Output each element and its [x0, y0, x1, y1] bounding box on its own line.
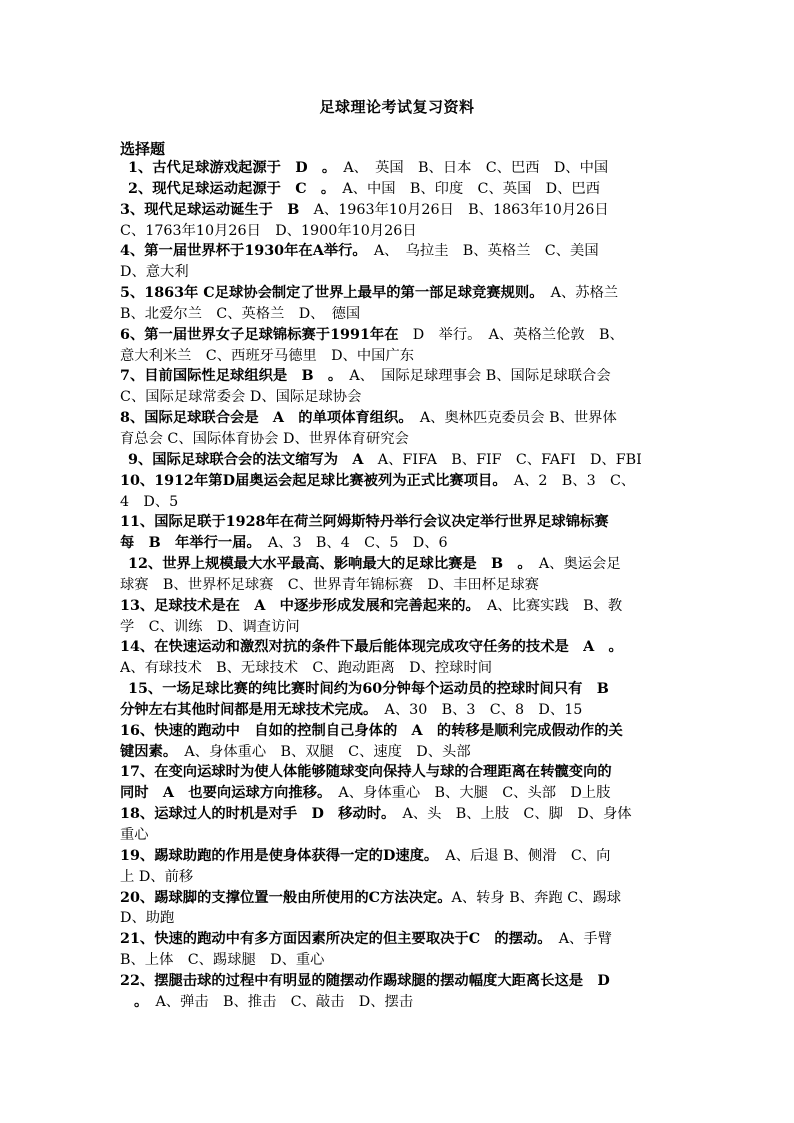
- answer-options: 4 D、5: [120, 493, 179, 510]
- question-line: [120, 700, 680, 721]
- answer-options: A、身体重心 B、双腿 C、速度 D、头部: [170, 743, 471, 760]
- question-line: [120, 846, 680, 867]
- question-text: 。: [134, 993, 142, 1010]
- question-text: 1、古代足球游戏起源于 D 。: [128, 160, 330, 176]
- answer-options: A、转身 B、奔跑 C、踢球: [451, 889, 622, 906]
- question-text: 22、摆腿击球的过程中有明显的随摆动作踢球腿的摆动幅度大距离长这是 D: [120, 972, 610, 989]
- page-title: 足球理论考试复习资料: [319, 98, 475, 116]
- question-text: 5、1863年 C足球协会制定了世界上最早的第一部足球竞赛规则。: [120, 285, 537, 302]
- answer-options: A、苏格兰: [536, 285, 619, 302]
- question-line: [120, 450, 680, 471]
- answer-options: A、奥运会足: [524, 556, 621, 573]
- question-line: [120, 158, 680, 179]
- question-text: 18、运球过人的时机是对手 D 移动时。: [120, 806, 389, 823]
- question-line: [120, 325, 680, 346]
- question-text: 9、国际足球联合会的法文缩写为 A: [128, 451, 364, 468]
- question-line: [120, 533, 680, 554]
- question-text: 11、国际足联于1928年在荷兰阿姆斯特丹举行会议决定举行世界足球锦标赛: [120, 514, 609, 531]
- question-line: [120, 387, 680, 408]
- question-text: 3、现代足球运动诞生于 B: [120, 201, 300, 218]
- answer-options: A、1963年10月26日 B、1863年10月26日: [299, 201, 609, 218]
- answer-options: 重心: [120, 827, 149, 843]
- answer-options: A、身体重心 B、大腿 C、头部 D上肢: [324, 785, 611, 802]
- answer-options: C、国际足球常委会 D、国际足球协会: [120, 389, 362, 406]
- answer-options: A、 乌拉圭 B、英格兰 C、美国: [359, 243, 599, 260]
- question-text: 20、踢球脚的支撑位置一般由所使用的C方法决定。: [120, 889, 452, 906]
- question-line: [120, 179, 680, 200]
- answer-options: A、手臂: [544, 931, 612, 948]
- question-text: 7、目前国际性足球组织是 B 。: [120, 368, 336, 385]
- answer-options: 育总会 C、国际体育协会 D、世界体育研究会: [120, 430, 409, 447]
- answer-options: 球赛 B、世界杯足球赛 C、世界青年锦标赛 D、丰田杯足球赛: [120, 576, 539, 593]
- question-line: [120, 241, 680, 262]
- answer-options: A、2 B、3 C、: [499, 472, 636, 489]
- answer-options: A、中国 B、印度 C、英国 D、巴西: [328, 180, 601, 197]
- answer-options: A、奥林匹克委员会 B、世界体: [405, 410, 617, 427]
- question-line: [120, 637, 680, 658]
- question-line: [120, 804, 680, 825]
- question-line: [120, 575, 680, 596]
- question-line: [120, 658, 680, 679]
- question-text: 同时 A 也要向运球方向推移。: [120, 785, 325, 802]
- question-text: 2、现代足球运动起源于 C 。: [128, 180, 329, 197]
- question-text: 14、在快速运动和激烈对抗的条件下最后能体现完成攻守任务的技术是 A 。: [120, 639, 623, 656]
- question-line: [120, 346, 680, 367]
- question-line: [120, 888, 680, 909]
- question-line: [120, 366, 680, 387]
- question-list: [120, 158, 680, 1013]
- question-line: [120, 471, 680, 492]
- answer-options: A、头 B、上肢 C、脚 D、身体: [388, 806, 632, 823]
- question-line: [120, 742, 680, 763]
- answer-options: 意大利米兰 C、西班牙马德里 D、中国广东: [120, 347, 415, 364]
- question-line: [120, 992, 680, 1013]
- question-line: [120, 908, 680, 929]
- question-line: [120, 512, 680, 533]
- answer-options: B、上体 C、踢球腿 D、重心: [120, 952, 325, 969]
- answer-options: D、意大利: [120, 264, 189, 281]
- answer-options: A、FIFA B、FIF C、FAFI D、FBI: [363, 451, 642, 468]
- question-line: [120, 221, 680, 242]
- answer-options: A、有球技术 B、无球技术 C、跑动距离 D、控球时间: [120, 660, 493, 677]
- question-line: [120, 283, 680, 304]
- question-text: 13、足球技术是在 A 中逐步形成发展和完善起来的。: [120, 597, 473, 614]
- question-line: [120, 783, 680, 804]
- question-text: 6、第一届世界女子足球锦标赛于1991年在: [120, 326, 399, 343]
- question-line: [120, 304, 680, 325]
- answer-options: D、助跑: [120, 910, 175, 927]
- question-text: 15、一场足球比赛的纯比赛时间约为60分钟每个运动员的控球时间只有 B: [128, 681, 609, 698]
- answer-options: D 举行。 A、英格兰伦敦 B、: [398, 326, 624, 343]
- question-line: [120, 867, 680, 888]
- question-line: [120, 721, 680, 742]
- question-line: [120, 408, 680, 429]
- question-text: 分钟左右其他时间都是用无球技术完成。: [120, 701, 371, 718]
- question-text: 17、在变向运球时为使人体能够随球变向保持人与球的合理距离在转髋变向的: [120, 764, 612, 781]
- question-line: [120, 596, 680, 617]
- question-text: 每 B 年举行一届。: [120, 535, 254, 552]
- answer-options: A、 英国 B、日本 C、巴西 D、中国: [329, 160, 609, 176]
- question-text: 12、世界上规模最大水平最高、影响最大的足球比赛是 B 。: [128, 556, 525, 573]
- answer-options: A、30 B、3 C、8 D、15: [370, 701, 583, 718]
- answer-options: B、北爱尔兰 C、英格兰 D、 德国: [120, 305, 361, 322]
- question-line: [120, 617, 680, 638]
- answer-options: 学 C、训练 D、调查访问: [120, 618, 300, 635]
- question-text: 10、1912年第D届奥运会起足球比赛被列为正式比赛项目。: [120, 472, 500, 489]
- question-line: [120, 679, 680, 700]
- answer-options: A、弹击 B、推击 C、敲击 D、摆击: [141, 993, 414, 1010]
- answer-options: 上 D、前移: [120, 868, 194, 885]
- question-line: [120, 929, 680, 950]
- question-text: 16、快速的跑动中 自如的控制自己身体的 A 的转移是顺利完成假动作的关: [120, 722, 623, 739]
- question-line: [120, 825, 680, 846]
- question-line: [120, 200, 680, 221]
- question-line: [120, 554, 680, 575]
- answer-options: C、1763年10月26日 D、1900年10月26日: [120, 222, 417, 239]
- section-heading: 选择题: [120, 140, 166, 158]
- question-text: 21、快速的跑动中有多方面因素所决定的但主要取决于C 的摆动。: [120, 931, 545, 948]
- question-line: [120, 429, 680, 450]
- question-text: 19、踢球助跑的作用是使身体获得一定的D速度。: [120, 847, 432, 864]
- question-line: [120, 492, 680, 513]
- answer-options: A、 国际足球理事会 B、国际足球联合会: [335, 368, 611, 385]
- question-line: [120, 971, 680, 992]
- question-text: 4、第一届世界杯于1930年在A举行。: [120, 243, 360, 260]
- answer-options: A、后退 B、侧滑 C、向: [431, 847, 611, 864]
- question-line: [120, 262, 680, 283]
- question-line: [120, 762, 680, 783]
- question-line: [120, 950, 680, 971]
- question-text: 键因素。: [120, 743, 171, 760]
- answer-options: A、3 B、4 C、5 D、6: [253, 535, 448, 552]
- question-text: 8、国际足球联合会是 A 的单项体育组织。: [120, 410, 406, 427]
- answer-options: A、比赛实践 B、教: [472, 597, 623, 614]
